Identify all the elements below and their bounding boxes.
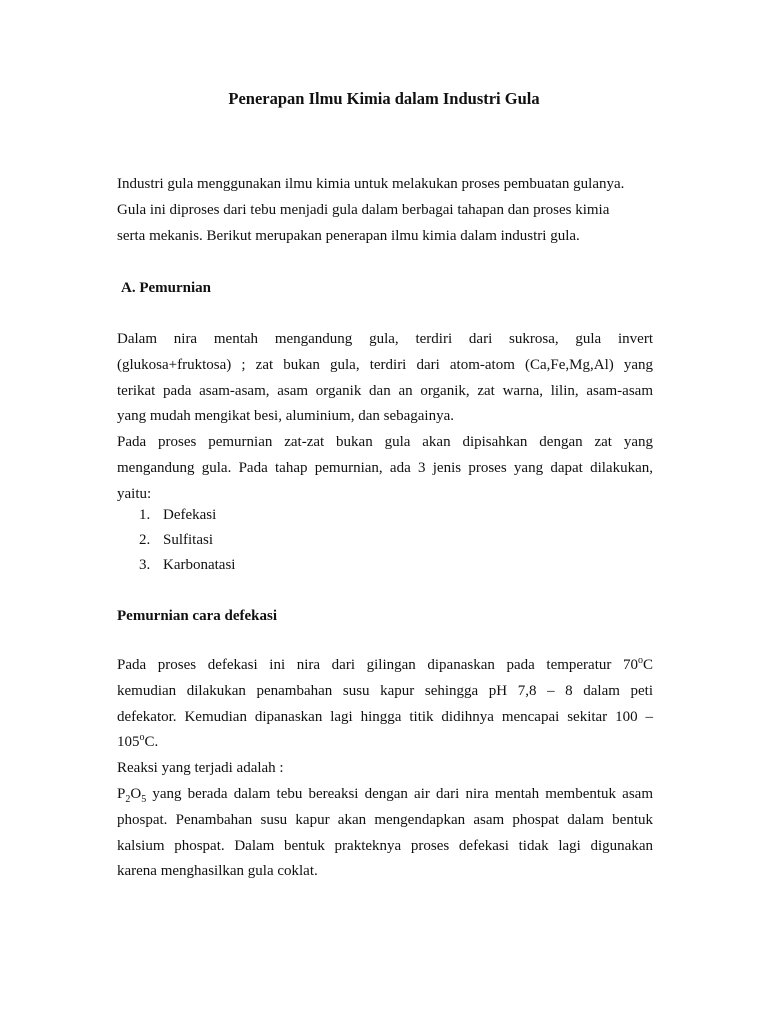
text-run: 105	[117, 734, 140, 751]
text-run: C.	[144, 734, 159, 751]
paragraph-line: terikat pada asam-asam, asam organik dan an organik, zat warna, lilin, asam-asam	[117, 382, 653, 399]
paragraph-line: kalsium phospat. Dalam bentuk prakteknya proses defekasi tidak lagi digunakan	[117, 837, 653, 854]
list-item	[139, 553, 235, 578]
paragraph-line	[117, 653, 653, 679]
paragraph-line: yaitu:	[117, 485, 152, 502]
text-run: yang berada dalam tebu bereaksi dengan air dari nira mentah membentuk asam	[146, 785, 653, 802]
paragraph-line: karena menghasilkan gula coklat.	[117, 863, 318, 880]
paragraph-line: phospat. Penambahan susu kapur akan mengendapkan asam phospat dalam bentuk	[117, 811, 653, 828]
list-item-number: 1.	[139, 507, 151, 523]
subscript: 2	[125, 793, 131, 805]
list-item	[139, 503, 235, 528]
list-item-text: Karbonatasi	[163, 557, 236, 573]
list-item-text: Sulfitasi	[163, 532, 214, 548]
paragraph-line: defekator. Kemudian dipanaskan lagi hingga titik didihnya mencapai sekitar 100 –	[117, 708, 653, 725]
paragraph-line: Dalam nira mentah mengandung gula, terdiri dari sukrosa, gula invert	[117, 331, 653, 347]
superscript: o	[139, 732, 145, 744]
paragraph-line: (glukosa+fruktosa) ; zat bukan gula, terdiri dari atom-atom (Ca,Fe,Mg,Al) yang	[117, 356, 653, 373]
subscript: 5	[141, 793, 147, 805]
paragraph-line	[117, 782, 653, 808]
list-item-number: 2.	[139, 532, 151, 548]
list-item-number: 3.	[139, 557, 151, 573]
defekasi-heading: Pemurnian cara defekasi	[117, 608, 277, 624]
section-a-heading: A. Pemurnian	[121, 280, 211, 296]
section-a-paragraphs	[117, 327, 653, 508]
superscript: o	[637, 655, 643, 666]
paragraph-line	[117, 730, 653, 756]
text-run: O	[130, 785, 142, 802]
pemurnian-process-list	[139, 503, 235, 578]
list-item	[139, 528, 235, 553]
paragraph-line: Reaksi yang terjadi adalah :	[117, 760, 284, 777]
intro-paragraph	[117, 172, 653, 249]
paragraph-line: kemudian dilakukan penambahan susu kapur sehingga pH 7,8 – 8 dalam peti	[117, 682, 653, 699]
paragraph-line: mengandung gula. Pada tahap pemurnian, ada 3 jenis proses yang dapat dilakukan,	[117, 459, 653, 476]
paragraph-line: yang mudah mengikat besi, aluminium, dan sebagainya.	[117, 408, 455, 425]
text-run: Pada proses defekasi ini nira dari gilingan dipanaskan pada temperatur 70	[117, 657, 638, 673]
intro-line: Industri gula menggunakan ilmu kimia untuk melakukan proses pembuatan gulanya.	[117, 176, 625, 192]
text-run: C	[642, 657, 653, 673]
document-title: Penerapan Ilmu Kimia dalam Industri Gula	[228, 89, 540, 108]
intro-line: serta mekanis. Berikut merupakan penerapan ilmu kimia dalam industri gula.	[117, 227, 580, 244]
text-run: P	[117, 785, 126, 802]
list-item-text: Defekasi	[163, 507, 217, 523]
intro-line: Gula ini diproses dari tebu menjadi gula dalam berbagai tahapan dan proses kimia	[117, 201, 610, 218]
defekasi-paragraphs	[117, 653, 653, 885]
paragraph-line: Pada proses pemurnian zat-zat bukan gula akan dipisahkan dengan zat yang	[117, 434, 653, 451]
